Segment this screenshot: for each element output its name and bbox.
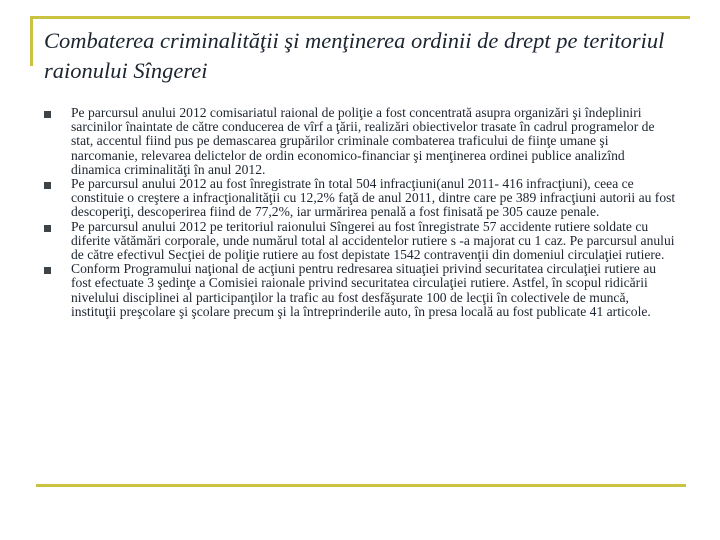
slide-title: Combaterea criminalităţii şi menţinerea ordinii de drept pe teritoriul raionului Sîngerei	[44, 28, 665, 83]
left-decorative-line	[30, 16, 33, 66]
square-bullet-icon	[44, 111, 51, 118]
list-item	[44, 106, 676, 177]
list-item	[44, 220, 676, 263]
bullet-text: Pe parcursul anului 2012 pe teritoriul raionului Sîngerei au fost înregistrate 57 accidente rutiere soldate cu diferite vătămări corporale, unde numărul total al accidentelor rutiere s -a majorat cu 1 caz. Pe parcursul anului de către efectivul Secţiei de poliţie rutiere au fost depistate 1542 contravenţii din domeniul circulaţiei rutiere.	[71, 218, 675, 263]
bottom-decorative-line	[36, 484, 686, 487]
square-bullet-icon	[44, 225, 51, 232]
list-item	[44, 177, 676, 220]
square-bullet-icon	[44, 267, 51, 274]
bullet-list	[44, 106, 676, 319]
bullet-text: Conform Programului naţional de acţiuni pentru redresarea situaţiei privind securitatea circulaţiei rutiere au fost efectuate 3 şedinţe a Comisiei raionale privind securitatea circulaţiei rutiere. Astfel, în scopul ridicării nivelului disciplinei al participanţilor la trafic au fost desfăşurate 100 de lecţii în colectivele de muncă, instituţii preşcolare şi şcolare precum şi la întreprinderile auto, în presa locală au fost publicate 41 articole.	[71, 261, 657, 319]
square-bullet-icon	[44, 182, 51, 189]
top-decorative-line	[30, 16, 690, 19]
bullet-text: Pe parcursul anului 2012 au fost înregistrate în total 504 infracţiuni(anul 2011- 416 infracţiuni), ceea ce constituie o creştere a infracţionalităţii cu 12,2% faţă de anul 2011, dintre care pe 389 infracţiuni autorii au fost descoperiţi, descoperirea fiind de 77,2%, iar urmărirea penală a fost finisată pe 305 cauze penale.	[71, 176, 676, 220]
bullet-text: Pe parcursul anului 2012 comisariatul raional de poliţie a fost concentrată asupra organizări şi îndepliniri sarcinilor înaintate de către conducerea de vîrf a ţării, realizări obiectivelor trasate în cadrul programelor de stat, accentul fiind pus pe demascarea grupărilor criminale combaterea traficului de fiinţe umane şi narcomanie, relevarea delictelor de ordin economico-financiar şi menţinerea ordinei publice analizînd dinamica criminalităţi în anul 2012.	[71, 105, 655, 177]
list-item	[44, 262, 676, 319]
